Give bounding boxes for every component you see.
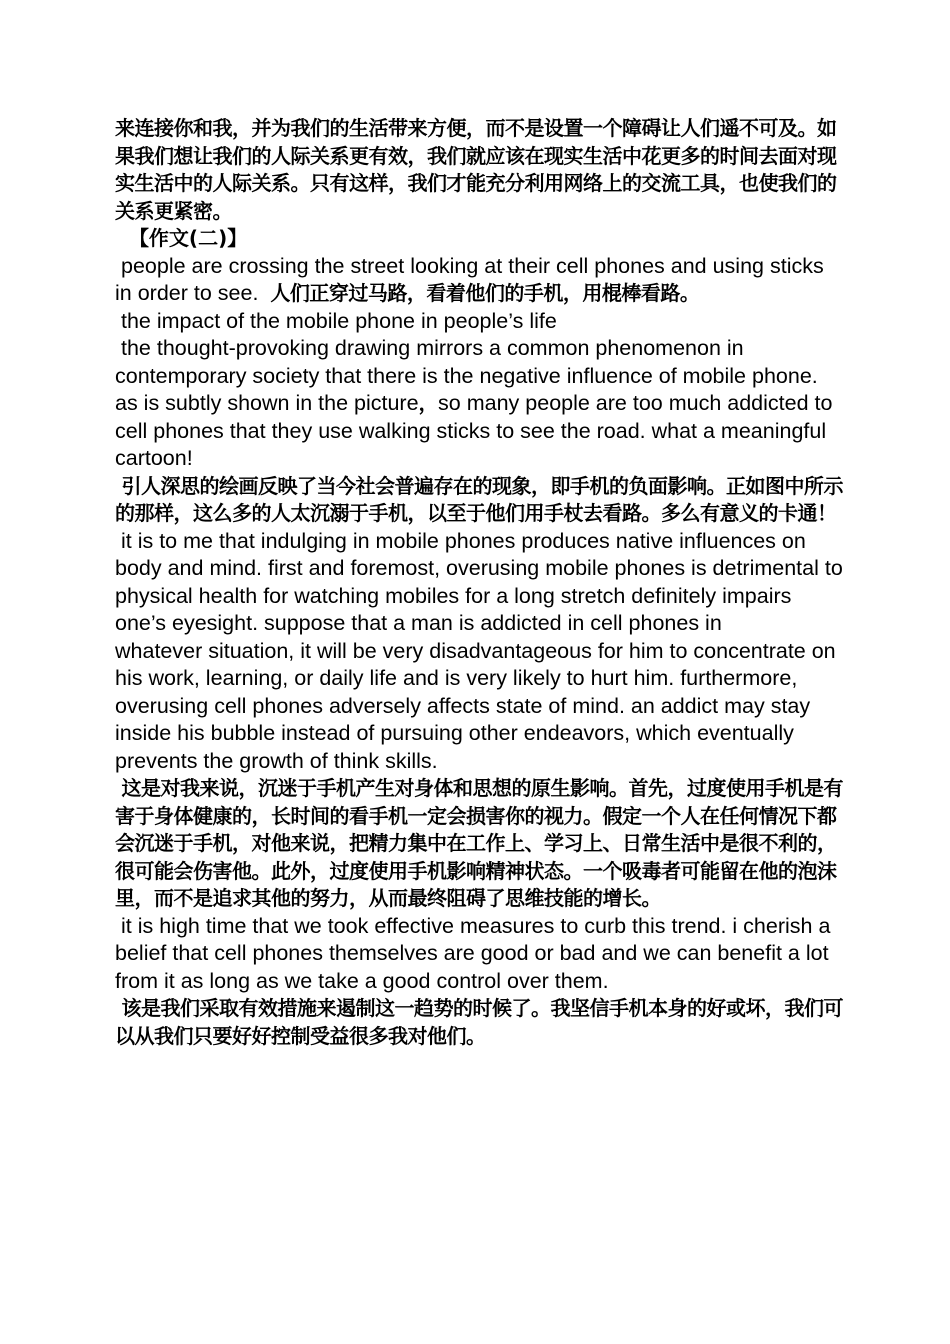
paragraph-body-english-2: whatever situation, it will be very disadvantageous for him to concentrate on his work, learning, or daily life and is very likely to hurt him. furthermore, overusing cell phones adversely affects state of mind. an addict may stay inside his bubble instead of pursuing other endeavors, which eventually prevents the growth of think skills. [115, 638, 842, 773]
paragraph-intro-english [115, 335, 845, 473]
paragraph-body-english-1: it is to me that indulging in mobile phones produces native influences on body and mind. first and foremost, overusing mobile phones is detrimental to physical health for watching mobiles for a long stretch definitely impairs one’s eyesight. suppose that a man is addicted in cell phones in [115, 528, 849, 635]
essay-title: the impact of the mobile phone in people’s life [115, 308, 557, 333]
document-page [115, 115, 849, 1050]
paragraph-conclusion-chinese: 该是我们采取有效措施来遏制这一趋势的时候了。我坚信手机本身的好或坏，我们可以从我们只要好好控制受益很多我对他们。 [115, 996, 843, 1048]
picture-description-english: people are crossing the street looking at their cell phones and using sticks in order to see. [115, 253, 830, 305]
paragraph-body-chinese: 这是对我来说，沉迷于手机产生对身体和思想的原生影响。首先，过度使用手机是有害于身体健康的，长时间的看手机一定会损害你的视力。假定一个人在任何情况下都会沉迷于手机，对他来说，把精力集中在工作上、学习上、日常生活中是很不利的，很可能会伤害他。此外，过度使用手机影响精神状态。一个吸毒者可能留在他的泡沫里，而不是追求其他的努力，从而最终阻碍了思维技能的增长。 [115, 776, 843, 910]
paragraph-conclusion-english: it is high time that we took effective measures to curb this trend. i cherish a belief that cell phones themselves are good or bad and we can benefit a lot from it as long as we take a good control over them. [115, 913, 837, 993]
paragraph-chinese-intro: 来连接你和我，并为我们的生活带来方便，而不是设置一个障碍让人们遥不可及。如果我们想让我们的人际关系更有效，我们就应该在现实生活中花更多的时间去面对现实生活中的人际关系。只有这样，我们才能充分利用网络上的交流工具，也使我们的关系更紧密。 [115, 116, 837, 223]
paragraph-picture-description [115, 253, 845, 308]
paragraph-intro-chinese: 引人深思的绘画反映了当今社会普遍存在的现象，即手机的负面影响。正如图中所示的那样，这么多的人太沉溺于手机，以至于他们用手杖去看路。多么有意义的卡通！ [115, 473, 843, 525]
picture-description-chinese: 人们正穿过马路，看着他们的手机，用棍棒看路。 [270, 281, 700, 305]
intro-chinese-comma: ， [418, 391, 439, 415]
essay-heading: 【作文(二)】 [115, 226, 248, 250]
intro-english-part-b: so many people are too much addicted to cell phones that they use walking sticks to see the road. what a meaningful cartoon! [115, 391, 839, 470]
intro-english-part-a: the thought-provoking drawing mirrors a common phenomenon in contemporary society that there is the negative influence of mobile phone. as is subtly shown in the picture [115, 336, 824, 415]
